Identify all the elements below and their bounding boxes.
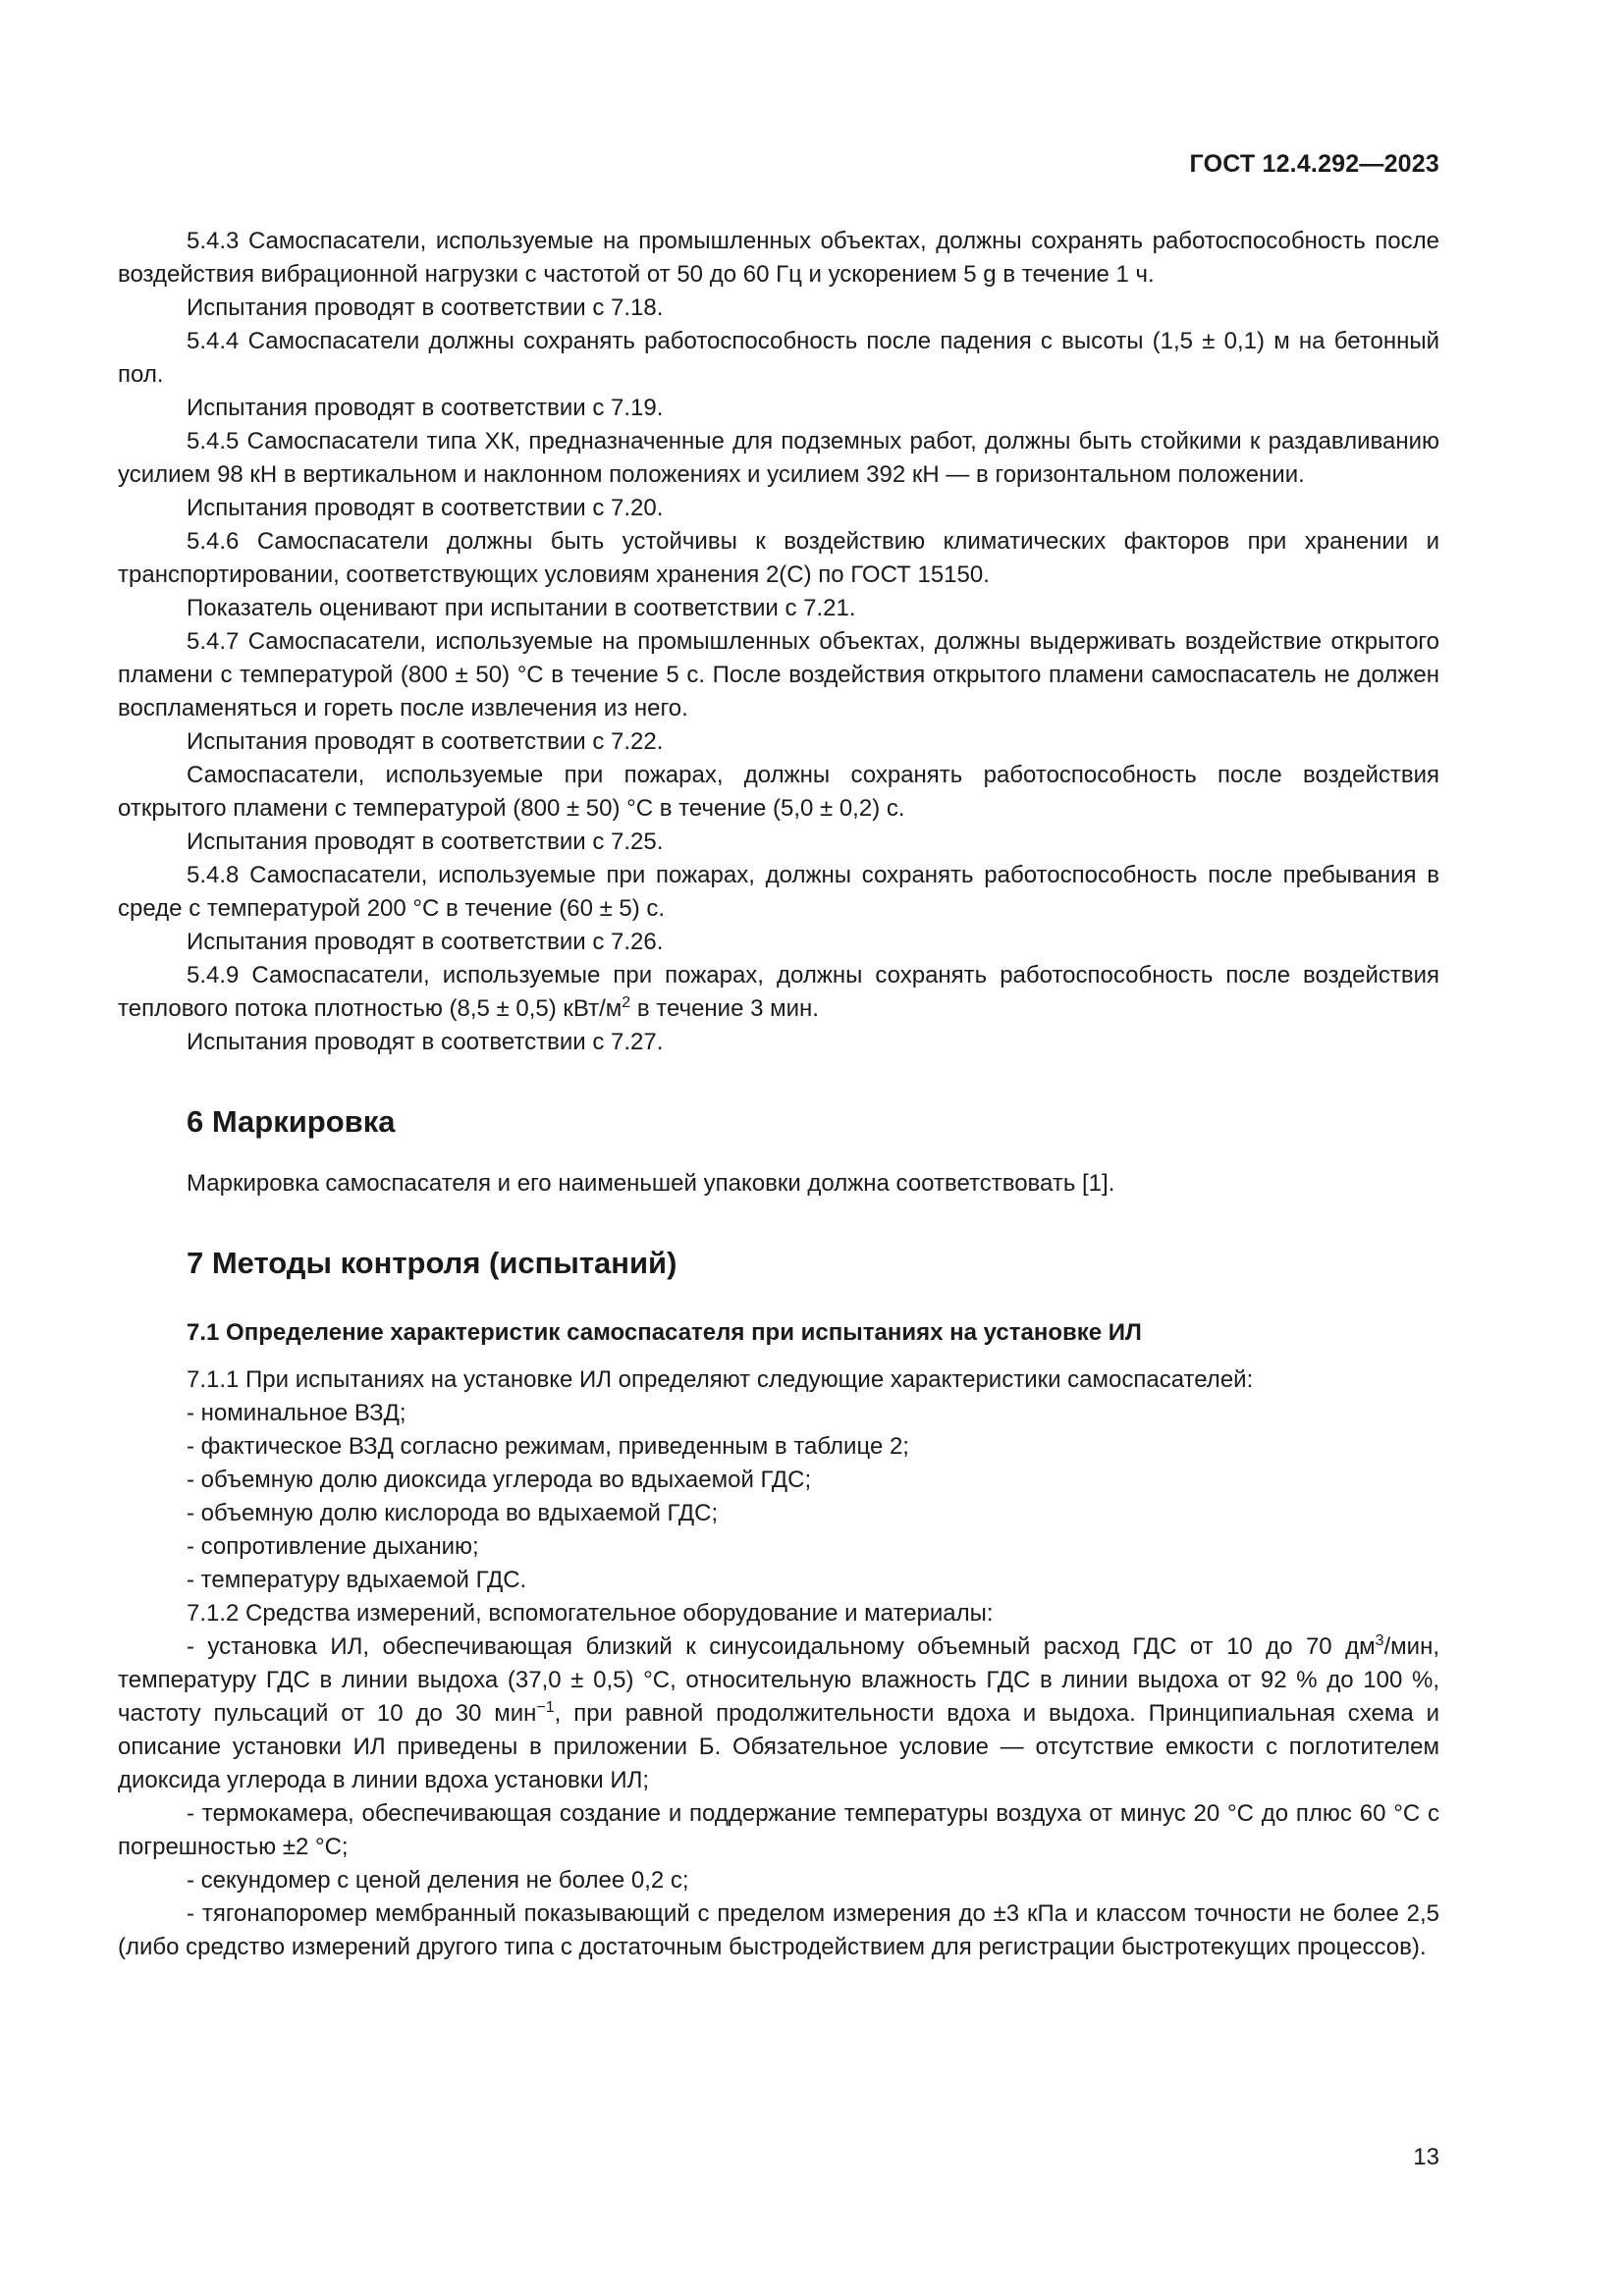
list-item: - сопротивление дыханию; [187, 1533, 479, 1560]
paragraph: Испытания проводят в соответствии с 7.27. [187, 1029, 664, 1055]
paragraph-5-4-9 [118, 959, 1439, 1026]
subsection-7-1-heading: 7.1 Определение характеристик самоспасателя при испытаниях на установке ИЛ [187, 1319, 1142, 1346]
list-item: - термокамера, обеспечивающая создание и поддержание температуры воздуха от минус 20 °С до плюс 60 °С с погрешностью ±2 °С; [118, 1800, 1439, 1860]
list-item: - номинальное ВЗД; [187, 1400, 406, 1426]
paragraph: 5.4.7 Самоспасатели, используемые на промышленных объектах, должны выдерживать воздействие открытого пламени с температурой (800 ± 50) °С в течение 5 с. После воздействия открытого пламени самоспасатель не должен воспламеняться и гореть после извлечения из него. [118, 628, 1439, 721]
text: , при равной продолжительности вдоха и выдоха. Принципиальная схема и описание установки ИЛ приведены в приложении Б. Обязательное условие — отсутствие емкости с поглотителем диоксида углерода в линии вдоха установки ИЛ; [118, 1700, 1439, 1793]
list-item: - температуру вдыхаемой ГДС. [187, 1567, 527, 1593]
paragraph: 5.4.6 Самоспасатели должны быть устойчивы к воздействию климатических факторов при хранении и транспортировании, соответствующих условиям хранения 2(С) по ГОСТ 15150. [118, 528, 1439, 588]
superscript: 3 [1375, 1632, 1384, 1649]
paragraph: Испытания проводят в соответствии с 7.25. [187, 828, 664, 855]
list-item: - объемную долю диоксида углерода во вдыхаемой ГДС; [187, 1467, 812, 1493]
paragraph: Испытания проводят в соответствии с 7.18. [187, 294, 664, 321]
section-6-text: Маркировка самоспасателя и его наименьшей упаковки должна соответствовать [1]. [187, 1170, 1115, 1197]
paragraph: Самоспасатели, используемые при пожарах, должны сохранять работоспособность после воздействия открытого пламени с температурой (800 ± 50) °С в течение (5,0 ± 0,2) с. [118, 762, 1439, 822]
list-item: - фактическое ВЗД согласно режимам, приведенным в таблице 2; [187, 1433, 909, 1460]
page-content [118, 225, 1439, 1964]
page-number: 13 [1413, 2144, 1439, 2170]
paragraph: Испытания проводят в соответствии с 7.20. [187, 495, 664, 521]
standard-code: ГОСТ 12.4.292—2023 [1189, 150, 1439, 178]
text: 5.4.9 Самоспасатели, используемые при пожарах, должны сохранять работоспособность после воздействия теплового потока плотностью (8,5 ± 0,5) кВт/м [118, 962, 1439, 1022]
paragraph-7-1-2: 7.1.2 Средства измерений, вспомогательное оборудование и материалы: [187, 1600, 994, 1627]
paragraph: 5.4.5 Самоспасатели типа ХК, предназначенные для подземных работ, должны быть стойкими к раздавливанию усилием 98 кН в вертикальном и наклонном положениях и усилием 392 кН — в горизонтальном положении. [118, 428, 1439, 488]
text: в течение 3 мин. [630, 995, 819, 1022]
paragraph: 5.4.4 Самоспасатели должны сохранять работоспособность после падения с высоты (1,5 ± 0,1) м на бетонный пол. [118, 328, 1439, 388]
section-6-heading: 6 Маркировка [187, 1104, 396, 1139]
paragraph-7-1-1: 7.1.1 При испытаниях на установке ИЛ определяют следующие характеристики самоспасателей: [187, 1366, 1254, 1393]
paragraph: Испытания проводят в соответствии с 7.19. [187, 395, 664, 421]
list-item: - тягонапоромер мембранный показывающий с пределом измерения до ±3 кПа и классом точности не более 2,5 (либо средство измерений другого типа с достаточным быстродействием для регистрации быстротекущих процессов). [118, 1900, 1439, 1960]
text: /мин, температуру ГДС в линии выдоха (37,0 ± 0,5) °С, относительную влажность ГДС в линии выдоха от 92 % до 100 %, частоту пульсаций от 10 до 30 мин [118, 1633, 1439, 1727]
text: - установка ИЛ, обеспечивающая близкий к синусоидальному объемный расход ГДС от 10 до 70 дм [187, 1633, 1376, 1660]
paragraph: 5.4.3 Самоспасатели, используемые на промышленных объектах, должны сохранять работоспособность после воздействия вибрационной нагрузки с частотой от 50 до 60 Гц и ускорением 5 g в течение 1 ч. [118, 228, 1439, 288]
list-item: - объемную долю кислорода во вдыхаемой ГДС; [187, 1500, 719, 1526]
paragraph: Испытания проводят в соответствии с 7.26. [187, 929, 664, 955]
superscript: −1 [536, 1699, 555, 1716]
paragraph: Показатель оценивают при испытании в соответствии с 7.21. [187, 595, 856, 621]
list-item [118, 1630, 1439, 1797]
list-item: - секундомер с ценой деления не более 0,2 с; [187, 1867, 689, 1894]
paragraph: Испытания проводят в соответствии с 7.22. [187, 728, 664, 755]
paragraph: 5.4.8 Самоспасатели, используемые при пожарах, должны сохранять работоспособность после пребывания в среде с температурой 200 °С в течение (60 ± 5) с. [118, 862, 1439, 922]
section-7-heading: 7 Методы контроля (испытаний) [187, 1246, 677, 1280]
superscript: 2 [622, 994, 631, 1011]
